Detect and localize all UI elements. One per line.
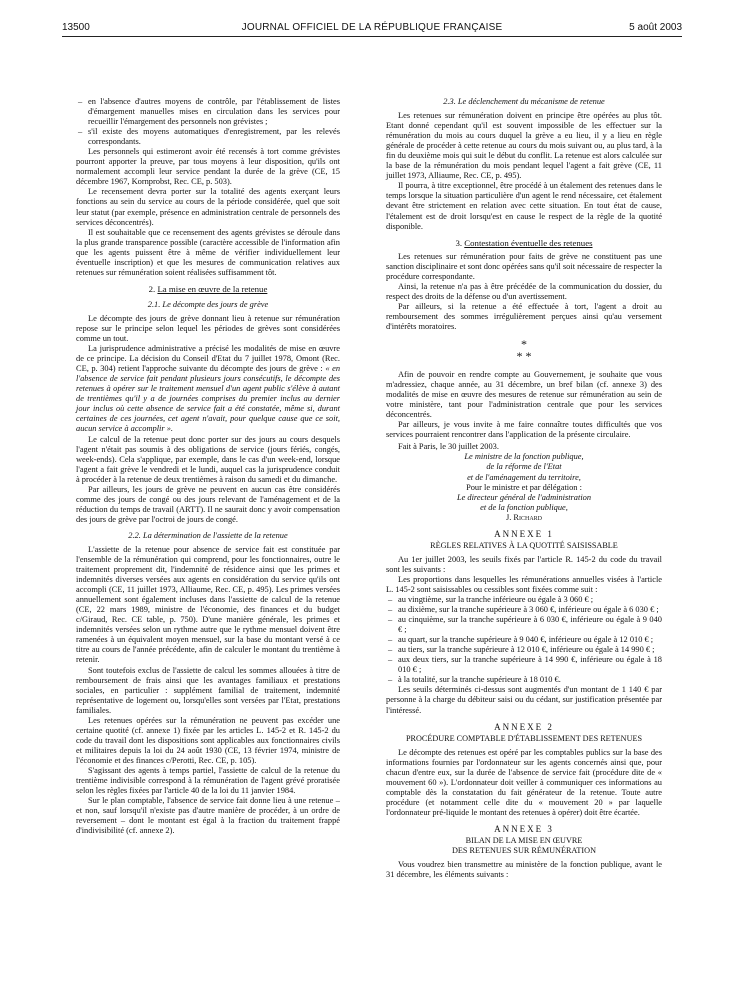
- paragraph: S'agissant des agents à temps partiel, l'assiette de calcul de la retenue du trentième indivisible correspond à la rémunération de l'agent grévé proratisée selon les règles fixées par l'article 40 de la loi du 11 janvier 1984.: [76, 766, 340, 796]
- list-item: – au tiers, sur la tranche supérieure à 12 010 €, inférieure ou égale à 14 990 € ;: [386, 645, 662, 655]
- section-heading-3: [386, 238, 662, 248]
- signature-line: Pour le ministre et par délégation :: [466, 482, 582, 492]
- list-item: – en l'absence d'autres moyens de contrôle, par l'établissement de listes d'émargement manuelles mises en circulation dans les services pour recueillir l'émargement des personnels non grévistes ;: [76, 97, 340, 127]
- journal-title: JOURNAL OFFICIEL DE LA RÉPUBLIQUE FRANÇAISE: [241, 22, 503, 33]
- paragraph: L'assiette de la retenue pour absence de service fait est constituée par l'ensemble de la rémunération qui comprend, pour les fonctionnaires, outre le traitement proprement dit, l'indemnité de résidence ainsi que les primes et indemnités diverses versées aux agents en considération du service qu'ils ont accompli (CE, 11 juillet 1973, Alliaume, Rec. CE, p. 495). Les primes versées annuellement sont également incluses dans l'assiette de calcul de la retenue (CE, 22 mars 1989, ministre de l'économie, des finances et du budget c/Giraud, Rec. CE table, p. 750). D'une manière générale, les primes et indemnités versées selon un rythme autre que le rythme mensuel doivent être ramenées à un équivalent moyen mensuel, sur la base du montant versé à ce titre au cours de l'année précédente, afin de calculer le montant du trentième à retenir.: [76, 544, 340, 665]
- section-number: 2.: [148, 283, 156, 294]
- signature-line: et de la fonction publique,: [480, 502, 568, 512]
- paragraph: Le décompte des retenues est opéré par les comptables publics sur la base des informations fournies par l'ordonnateur sur les agents concernés ainsi que, pour chacun d'entre eux, sur la durée de l'absence de service fait (procédure dite de « mouvement 60 »). L'ordonnateur doit veiller à communiquer ces informations au comptable dès la constatation du fait générateur de la retenue. Toute autre procédure (et notamment celle dite du « mouvement 20 » par laquelle l'ordonnateur pré-liquide le montant des retenues à opérer) doit être écartée.: [386, 747, 662, 817]
- section-heading-2: [76, 284, 340, 294]
- annex-2-heading: ANNEXE 2: [494, 721, 554, 732]
- annex-3-title-line-1: BILAN DE LA MISE EN ŒUVRE: [465, 836, 583, 846]
- paragraph: Les personnels qui estimeront avoir été recensés à tort comme grévistes pourront apporter la preuve, par tous moyens à leur disposition, qu'ils ont normalement accompli leur service pendant la durée de la grève (CE, 15 décembre 1967, Kornprobst, Rec. CE, p. 503).: [76, 147, 340, 187]
- jurisprudence-quote: « en l'absence de service fait pendant plusieurs jours consécutifs, le décompte des retenues à opérer sur le traitement mensuel d'un agent public s'élève à autant de trentièmes qu'il y a de journées comprises du premier inclus au dernier jour inclus où cette absence de service fait a été constatée, même si, durant certaines de ces journées, cet agent n'avait, pour quelque cause que ce soit, aucun service à accomplir ».: [76, 364, 341, 434]
- list-item: – au dixième, sur la tranche supérieure à 3 060 €, inférieure ou égale à 6 030 € ;: [386, 605, 662, 615]
- signatory-name: J. Richard: [505, 512, 543, 522]
- signature-line: Le directeur général de l'administration: [456, 492, 592, 502]
- section-number: 3.: [455, 237, 463, 248]
- garnishment-brackets-list: [386, 595, 662, 685]
- paragraph: Au 1er juillet 2003, les seuils fixés par l'article R. 145-2 du code du travail sont les suivants :: [386, 554, 662, 574]
- paragraph-with-quote: [76, 344, 340, 434]
- annex-3-title-line-2: DES RETENUES SUR RÉMUNÉRATION: [452, 846, 596, 856]
- list-item: – au cinquième, sur la tranche supérieure à 6 030 €, inférieure ou égale à 9 040 € ;: [386, 615, 662, 635]
- paragraph: Sont toutefois exclus de l'assiette de calcul les sommes allouées à titre de remboursement de frais ainsi que les avantages familiaux et prestations sociales, en particulier : supplément familial de traitement, indemnité représentative de logement ou, lorsqu'elles sont versées par l'Etat, prestations familiales.: [76, 665, 340, 715]
- list-item: – au quart, sur la tranche supérieure à 9 040 €, inférieure ou égale à 12 010 € ;: [386, 635, 662, 645]
- header-rule: [62, 36, 682, 37]
- paragraph: Le calcul de la retenue peut donc porter sur des jours au cours desquels l'agent n'était pas soumis à des obligations de service (jours fériés, congés, week-ends). Cela s'applique, par exemple, dans le cas d'un week-end, lorsque l'agent a fait grève le vendredi et le lundi, auquel cas la jurisprudence conduit à procéder à la retenue de deux trentièmes à raison du samedi et du dimanche.: [76, 434, 340, 484]
- paragraph: Les retenues sur rémunération doivent en principe être opérées au plus tôt. Etant donné cependant qu'il est souvent impossible de les effectuer sur la rémunération du mois au cours duquel la grève a eu lieu, il y a lieu en règle générale de procéder à cette retenue au cours du mois suivant ou, au plus tard, à la fin du deuxième mois qui suit le début du conflit. La retenue est alors calculée sur la base de la rémunération du mois pendant lequel l'agent a fait grève (CE, 11 juillet 1973, Alliaume, Rec. CE, p. 495).: [386, 111, 662, 181]
- section-separator-stars: * * *: [516, 337, 532, 364]
- list-item: – au vingtième, sur la tranche inférieure ou égale à 3 060 € ;: [386, 595, 662, 605]
- right-column: [386, 97, 662, 880]
- signature-line: et de l'aménagement du territoire,: [467, 472, 581, 482]
- paragraph: Les retenues sur rémunération pour faits de grève ne constituent pas une sanction disciplinaire et sont donc opérées sans qu'il soit nécessaire de respecter la procédure correspondante.: [386, 251, 662, 281]
- paragraph: Il est souhaitable que ce recensement des agents grévistes se déroule dans la plus grande transparence possible (caractère accessible de l'information afin que les agents puissent être à même de vérifier individuellement leur éventuelle inscription) et que les mesures de communication relatives aux retenues sur rémunération soient réalisées suffisamment tôt.: [76, 227, 340, 277]
- annex-3-heading: ANNEXE 3: [494, 824, 554, 834]
- paragraph: Les retenues opérées sur la rémunération ne peuvent pas excéder une certaine quotité (cf. annexe 1) fixée par les articles L. 145-2 et R. 145-2 du code du travail dont les dispositions sont applicables aux fonctionnaires civils et militaires depuis la loi du 24 août 1930 (CE, 13 février 1974, ministre de l'économie et des finances c/Perotti, Rec. CE, p. 105).: [76, 715, 340, 765]
- section-title: Contestation éventuelle des retenues: [464, 237, 593, 248]
- section-title: La mise en œuvre de la retenue: [157, 283, 268, 294]
- paragraph: Les proportions dans lesquelles les rémunérations annuelles visées à l'article L. 145-2 sont saisissables ou cessibles sont fixées comme suit :: [386, 574, 662, 594]
- issue-date: 5 août 2003: [629, 22, 682, 33]
- paragraph: Le décompte des jours de grève donnant lieu à retenue sur rémunération repose sur le principe selon lequel les périodes de grèves sont considérées comme un tout.: [76, 313, 340, 344]
- paragraph: Par ailleurs, si la retenue a été effectuée à tort, l'agent a droit au remboursement des sommes irrégulièrement perçues ainsi qu'au versement d'intérêts moratoires.: [386, 301, 662, 331]
- paragraph: Il pourra, à titre exceptionnel, être procédé à un étalement des retenues dans le temps lorsque la situation particulière d'un agent le rend nécessaire, cet étalement devant être strictement en relation avec cette situation. En tout état de cause, l'étalement est de droit lorsqu'est en cause le respect de la règle de la quotité disponible.: [386, 181, 662, 231]
- annex-1-heading: ANNEXE 1: [494, 528, 554, 539]
- subsection-heading-2-2: 2.2. La détermination de l'assiette de la retenue: [128, 530, 288, 540]
- page-number: 13500: [62, 22, 90, 33]
- paragraph: Afin de pouvoir en rendre compte au Gouvernement, je souhaite que vous m'adressiez, chaque année, au 31 décembre, un bref bilan (cf. annexe 3) des modalités de mise en œuvre des mesures de retenue sur rémunération au sein de votre ministère, tant pour l'administration centrale que pour les services déconcentrés.: [386, 370, 662, 420]
- paragraph: Les seuils déterminés ci-dessus sont augmentés d'un montant de 1 140 € par personne à la charge du débiteur saisi ou du cédant, sur justification présentée par l'intéressé.: [386, 685, 662, 715]
- left-column: [76, 97, 340, 836]
- list-item: – s'il existe des moyens automatiques d'enregistrement, par les relevés correspondants.: [76, 127, 340, 147]
- paragraph: Ainsi, la retenue n'a pas à être précédée de la communication du dossier, du respect des droits de la défense ou d'un avertissement.: [386, 281, 662, 301]
- paragraph: Par ailleurs, je vous invite à me faire connaître toutes difficultés que vos services pourraient rencontrer dans l'application de la présente circulaire.: [386, 420, 662, 440]
- signature-line: de la réforme de l'Etat: [486, 462, 562, 472]
- place-date: Fait à Paris, le 30 juillet 2003.: [398, 442, 499, 452]
- list-item: – aux deux tiers, sur la tranche supérieure à 14 990 €, inférieure ou égale à 18 010 € ;: [386, 655, 662, 675]
- signature-line: Le ministre de la fonction publique,: [464, 452, 584, 462]
- paragraph: Vous voudrez bien transmettre au ministère de la fonction publique, avant le 31 décembre, les éléments suivants :: [386, 860, 662, 880]
- subsection-heading-2-3: 2.3. Le déclenchement du mécanisme de retenue: [443, 97, 605, 106]
- annex-1-title: RÈGLES RELATIVES À LA QUOTITÉ SAISISSABLE: [430, 540, 618, 550]
- paragraph: Sur le plan comptable, l'absence de service fait donne lieu à une retenue – et non, sauf lorsqu'il n'existe pas d'autre manière de procéder, à un ordre de reversement – dont le montant est égal à la fraction du traitement frappé d'indivisibilité (cf. annexe 2).: [76, 796, 340, 836]
- paragraph: Par ailleurs, les jours de grève ne peuvent en aucun cas être considérés comme des jours de congé ou des jours relevant de l'aménagement et de la réduction du temps de travail (ARTT). Il ne saurait donc y avoir compensation des jours de grève par l'octroi de jours de congé.: [76, 484, 340, 524]
- list-item: – à la totalité, sur la tranche supérieure à 18 010 €.: [386, 675, 662, 685]
- subsection-heading-2-1: 2.1. Le décompte des jours de grève: [147, 299, 269, 309]
- annex-2-title: PROCÉDURE COMPTABLE D'ÉTABLISSEMENT DES RETENUES: [405, 733, 643, 743]
- paragraph-text: La jurisprudence administrative a précisé les modalités de mise en œuvre de ce principe. La décision du Conseil d'Etat du 7 juillet 1978, Omont (Rec. CE, p. 304) retient l'approche suivante du décompte des jours de grève :: [76, 344, 340, 374]
- control-means-list: [76, 97, 340, 147]
- paragraph: Le recensement devra porter sur la totalité des agents exerçant leurs fonctions au sein du service au cours de la période considérée, quel que soit leur statut (par exemple, présence en administration centrale de personnels des services déconcentrés).: [76, 187, 340, 227]
